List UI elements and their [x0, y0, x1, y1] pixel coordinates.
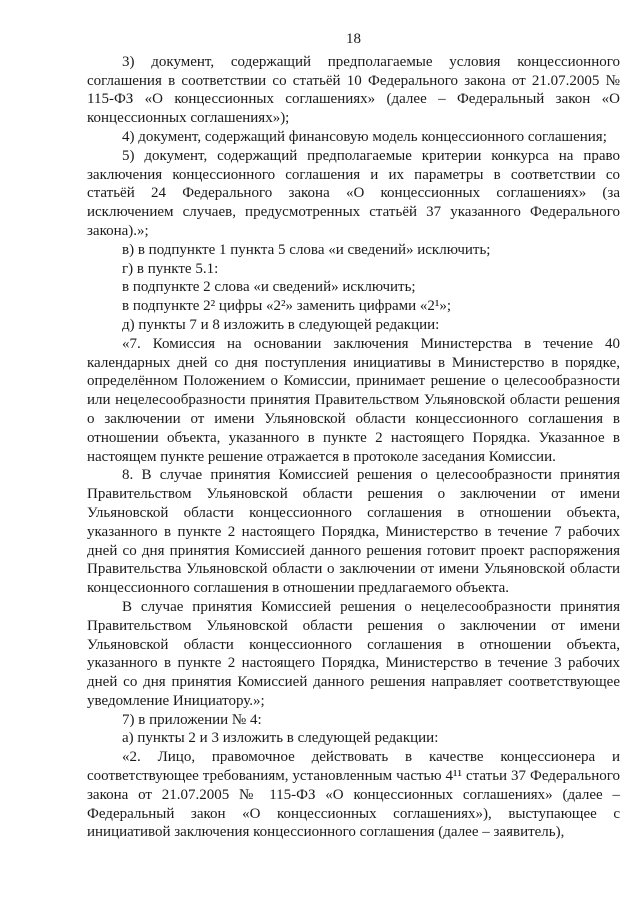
paragraph-item-7: 7) в приложении № 4: — [122, 711, 262, 728]
paragraph-clause-7: «7. Комиссия на основании заключения Министерства в течение 40 календарных дней со дня поступления инициативы в Министерство в порядке, определённом Положением о Комиссии, принимает решение о целесообразности или нецелесообразности принятия Правительством Ульяновской области решения о заключении от имени Ульяновской области концессионного соглашения в отношении объекта, указанного в пункте 2 настоящего Порядка. Указанное в настоящем пункте решение отражается в протоколе заседания Комиссии. — [87, 335, 620, 465]
paragraph-subitem-v: в) в подпункте 1 пункта 5 слова «и сведений» исключить; — [122, 241, 491, 258]
paragraph-item-5: 5) документ, содержащий предполагаемые критерии конкурса на право заключения концессионного соглашения и их параметры в соответствии со статьёй 24 Федерального закона «О концессионных соглашениях» (за исключением случаев, предусмотренных статьёй 37 указанного Федерального закона).»; — [87, 147, 620, 239]
paragraph-item-4: 4) документ, содержащий финансовую модель концессионного соглашения; — [122, 128, 607, 145]
paragraph-item-3: 3) документ, содержащий предполагаемые условия концессионного соглашения в соответствии со статьёй 10 Федерального закона от 21.07.2005 № 115-ФЗ «О концессионных соглашениях» (далее – Федеральный закон «О концессионных соглашениях»); — [87, 53, 620, 127]
page-number: 18 — [346, 31, 361, 47]
paragraph-clause-2: «2. Лицо, правомочное действовать в качестве концессионера и соответствующее требованиям, установленным частью 4¹¹ статьи 37 Федерального закона от 21.07.2005 № 115-ФЗ «О концессионных соглашениях» (далее – Федеральный закон «О концессионных соглашениях»), выступающее с инициативой заключения концессионного соглашения (далее – заявитель), — [87, 749, 620, 841]
paragraph-subitem-g: г) в пункте 5.1: — [122, 260, 219, 277]
paragraph-clause-8-cont: В случае принятия Комиссией решения о нецелесообразности принятия Правительством Ульяновской области решения о заключении от имени Ульяновской области концессионного соглашения в отношении объекта, указанного в пункте 2 настоящего Порядка, Министерство в течение 3 рабочих дней со дня принятия Комиссией данного решения направляет соответствующее уведомление Инициатору.»; — [87, 598, 620, 709]
paragraph-subitem-g-2: в подпункте 2² цифры «2²» заменить цифрами «2¹»; — [122, 298, 452, 315]
paragraph-clause-8: 8. В случае принятия Комиссией решения о целесообразности принятия Правительством Ульяновской области решения о заключении от имени Ульяновской области концессионного соглашения в отношении объекта, указанного в пункте 2 настоящего Порядка, Министерство в течение 7 рабочих дней со дня принятия Комиссией данного решения готовит проект распоряжения Правительства Ульяновской области о заключении от имени Ульяновской области концессионного соглашения в отношении предлагаемого объекта. — [87, 467, 620, 597]
paragraph-subitem-a: а) пункты 2 и 3 изложить в следующей редакции: — [122, 730, 439, 747]
paragraph-subitem-g-1: в подпункте 2 слова «и сведений» исключить; — [122, 279, 416, 296]
paragraph-subitem-d: д) пункты 7 и 8 изложить в следующей редакции: — [122, 316, 440, 333]
